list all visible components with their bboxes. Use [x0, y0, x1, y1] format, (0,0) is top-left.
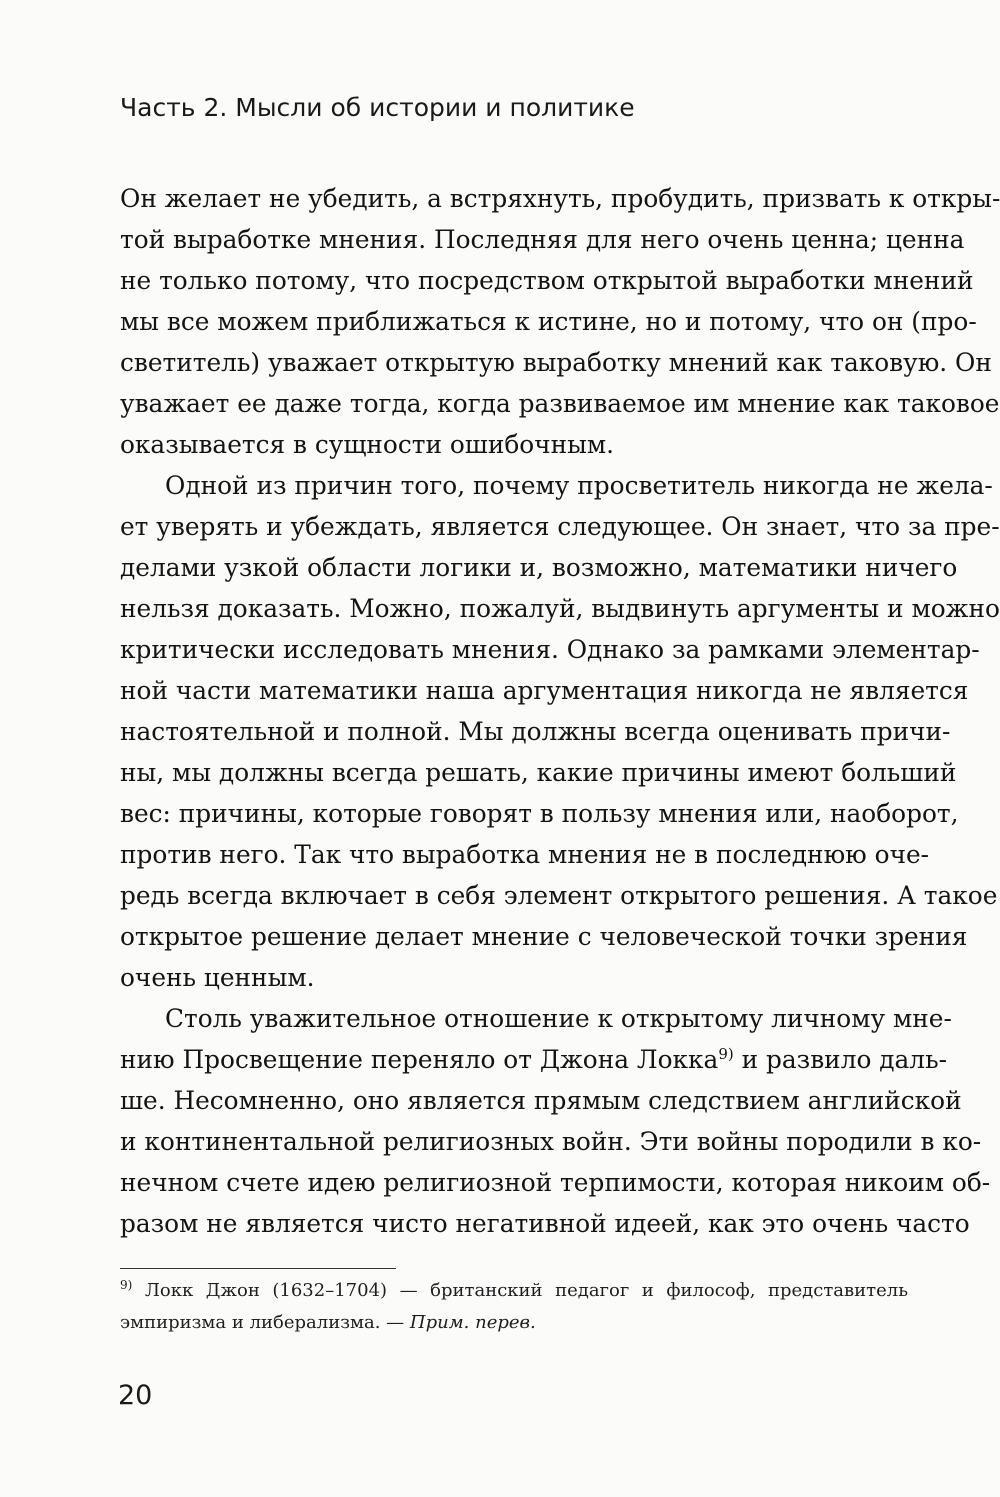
text-line: нечном счете идею религиозной терпимости, которая никоим об-: [120, 1168, 991, 1197]
text-line: ны, мы должны всегда решать, какие причины имеют больший: [120, 758, 957, 787]
text-fragment: и развило даль-: [733, 1045, 947, 1074]
text-line: ной части математики наша аргументация никогда не является: [120, 676, 969, 705]
text-line: нельзя доказать. Можно, пожалуй, выдвинуть аргументы и можно: [120, 594, 1000, 623]
text-line: той выработке мнения. Последняя для него очень ценна; ценна: [120, 225, 965, 254]
text-line: оказывается в сущности ошибочным.: [120, 430, 615, 459]
footnote-mark: 9): [120, 1278, 133, 1292]
footnote-text: Локк Джон (1632–1704) — британский педагог и философ, представитель: [132, 1280, 908, 1301]
running-head: Часть 2. Мысли об истории и политике: [120, 93, 635, 122]
text-line: мы все можем приближаться к истине, но и потому, что он (про-: [120, 307, 977, 336]
main-text: [120, 178, 1000, 1244]
text-line: Он желает не убедить, а встряхнуть, пробудить, призвать к откры-: [120, 184, 1000, 213]
footnote-text: эмпиризма и либерализма. —: [120, 1312, 410, 1333]
text-line: критически исследовать мнения. Однако за рамками элементар-: [120, 635, 980, 664]
text-line-with-footnote: [120, 1039, 947, 1080]
footnote: [120, 1275, 908, 1339]
text-line: и континентальной религиозных войн. Эти войны породили в ко-: [120, 1127, 982, 1156]
text-line: ше. Несомненно, оно является прямым следствием английской: [120, 1086, 962, 1115]
text-line: уважает ее даже тогда, когда развиваемое им мнение как таковое: [120, 389, 1000, 418]
text-line: открытое решение делает мнение с человеческой точки зрения: [120, 922, 968, 951]
text-fragment: нию Просвещение переняло от Джона Локка: [120, 1045, 719, 1074]
text-line: не только потому, что посредством открытой выработки мнений: [120, 266, 974, 295]
text-line: против него. Так что выработка мнения не в последнюю оче-: [120, 840, 930, 869]
text-line: очень ценным.: [120, 963, 315, 992]
text-line: Столь уважительное отношение к открытому личному мне-: [165, 1004, 952, 1033]
footnote-line: [120, 1307, 908, 1339]
text-line: ет уверять и убеждать, является следующее. Он знает, что за пре-: [120, 512, 1000, 541]
text-line: Одной из причин того, почему просветитель никогда не жела-: [165, 471, 993, 500]
text-line: редь всегда включает в себя элемент открытого решения. А такое: [120, 881, 998, 910]
page-number: 20: [118, 1380, 153, 1411]
footnote-line: [120, 1275, 908, 1307]
text-line: вес: причины, которые говорят в пользу мнения или, наоборот,: [120, 799, 959, 828]
translator-note: Прим. перев.: [409, 1312, 536, 1333]
text-line: светитель) уважает открытую выработку мнений как таковую. Он: [120, 348, 992, 377]
text-line: разом не является чисто негативной идеей, как это очень часто: [120, 1209, 970, 1238]
footnote-reference[interactable]: 9): [718, 1045, 734, 1063]
text-line: настоятельной и полной. Мы должны всегда оценивать причи-: [120, 717, 951, 746]
text-line: делами узкой области логики и, возможно, математики ничего: [120, 553, 958, 582]
footnote-separator: [120, 1268, 396, 1269]
